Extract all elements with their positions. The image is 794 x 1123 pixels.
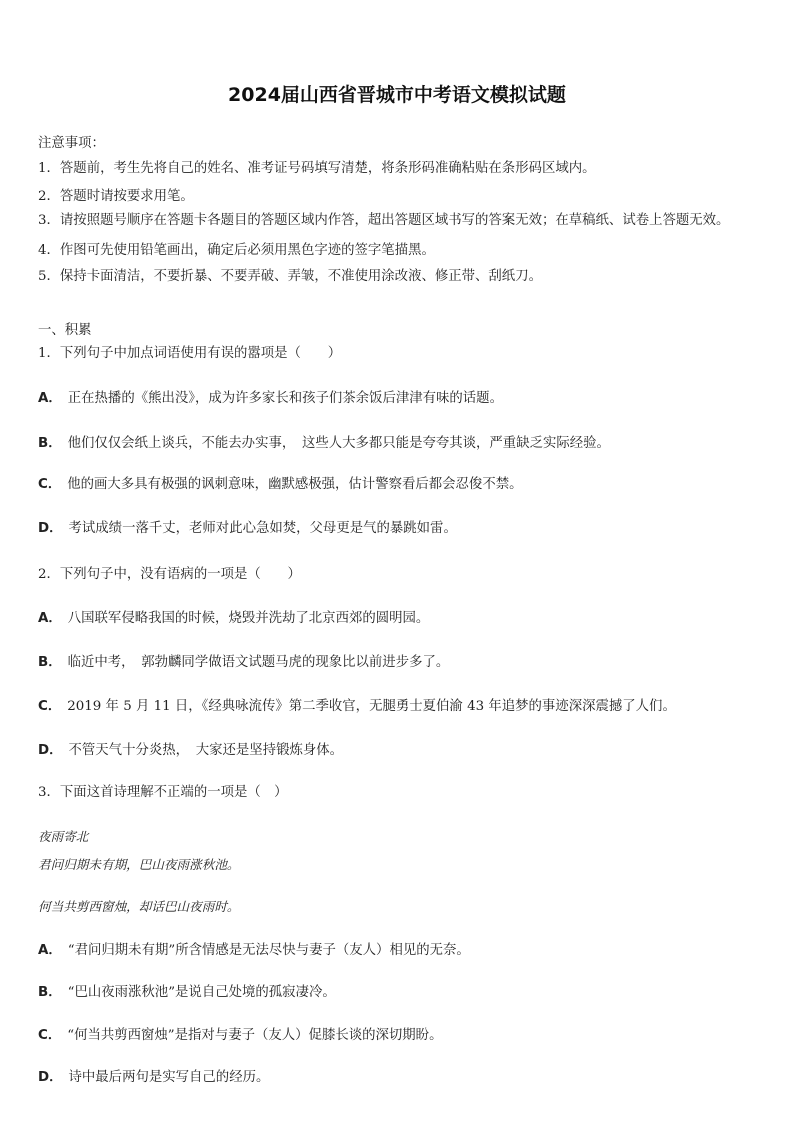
page-title: 2024届山西省晋城市中考语文模拟试题: [228, 84, 566, 106]
option-label: B．: [38, 985, 62, 1000]
option-label: C．: [38, 1028, 62, 1043]
poem-line-2: 何当共剪西窗烛，却话巴山夜雨时。: [38, 899, 240, 914]
option-label: A．: [38, 391, 62, 406]
q2-option-d: [38, 742, 343, 760]
option-text: 不管天气十分炎热， 大家还是坚持锻炼身体。: [68, 743, 344, 758]
option-text: 诗中最后两句是实写自己的经历。: [68, 1070, 270, 1085]
q3-option-b: [38, 984, 336, 1002]
option-text: “巴山夜雨涨秋池”是说自己处境的孤寂凄冷。: [67, 985, 336, 1000]
option-label: D．: [38, 521, 63, 536]
question-2-stem: 2．下列句子中，没有语病的一项是（ ）: [38, 567, 301, 582]
notice-item-2: 2．答题时请按要求用笔。: [38, 189, 194, 204]
notice-item-3: 3．请按照题号顺序在答题卡各题目的答题区域内作答，超出答题区域书写的答案无效；在草稿纸、试卷上答题无效。: [38, 213, 730, 228]
option-label: D．: [38, 743, 63, 758]
poem-line-1: 君问归期未有期，巴山夜雨涨秋池。: [38, 857, 240, 872]
q3-option-d: [38, 1069, 269, 1087]
option-text: 八国联军侵略我国的时候，烧毁并洗劫了北京西郊的圆明园。: [67, 611, 430, 626]
q1-option-a: [38, 390, 503, 408]
q1-option-c: [38, 476, 523, 494]
q3-option-a: [38, 942, 470, 960]
poem-title: 夜雨寄北: [38, 829, 89, 844]
option-label: B．: [38, 436, 62, 451]
question-3-stem: 3．下面这首诗理解不正端的一项是（ ）: [38, 785, 288, 800]
notice-item-1: 1．答题前，考生先将自己的姓名、准考证号码填写清楚，将条形码准确粘贴在条形码区域内。: [38, 161, 596, 176]
notice-item-4: 4．作图可先使用铅笔画出，确定后必须用黑色字迹的签字笔描黑。: [38, 243, 435, 258]
q3-option-c: [38, 1027, 442, 1045]
notice-item-5: 5．保持卡面清洁，不要折暴、不要弄破、弄皱，不准使用涂改液、修正带、刮纸刀。: [38, 269, 542, 284]
question-1-stem: 1．下列句子中加点词语使用有误的嚣项是（ ）: [38, 346, 342, 361]
option-text: 他们仅仅会纸上谈兵，不能去办实事， 这些人大多都只能是夸夸其谈，严重缺乏实际经验。: [67, 436, 610, 451]
option-label: C．: [38, 699, 62, 714]
option-text: “何当共剪西窗烛”是指对与妻子（友人）促膝长谈的深切期盼。: [67, 1028, 443, 1043]
option-text: 他的画大多具有极强的讽刺意味，幽默感极强，估计警察看后都会忍俊不禁。: [67, 477, 523, 492]
q1-option-d: [38, 520, 457, 538]
option-label: A．: [38, 611, 62, 626]
option-text: 正在热播的《熊出没》，成为许多家长和孩子们茶余饭后津津有味的话题。: [67, 391, 503, 406]
option-label: A．: [38, 943, 62, 958]
option-text: 考试成绩一落千丈，老师对此心急如焚，父母更是气的暴跳如雷。: [68, 521, 457, 536]
q2-option-c: [38, 698, 676, 716]
option-text: “君问归期未有期”所含情感是无法尽快与妻子（友人）相见的无奈。: [67, 943, 470, 958]
q1-option-b: [38, 435, 610, 453]
option-label: B．: [38, 655, 62, 670]
option-text: 临近中考， 郭勃麟同学做语文试题马虎的现象比以前进步多了。: [67, 655, 450, 670]
q2-option-b: [38, 654, 449, 672]
option-text: 2019 年 5 月 11 日，《经典咏流传》第二季收官，无腿勇士夏伯渝 43 年追梦的事迹深深震撼了人们。: [67, 699, 676, 714]
option-label: D．: [38, 1070, 63, 1085]
option-label: C．: [38, 477, 62, 492]
section-heading: 一、积累: [38, 323, 92, 338]
q2-option-a: [38, 610, 429, 628]
notice-heading: 注意事项：: [38, 136, 105, 151]
